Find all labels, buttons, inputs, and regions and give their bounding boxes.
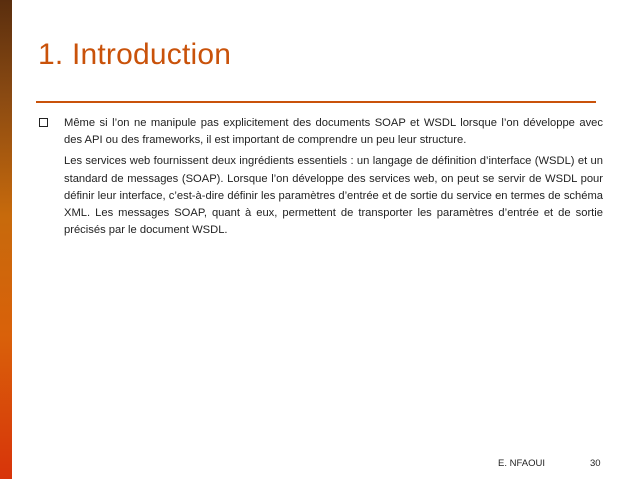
slide-body <box>38 115 603 243</box>
decorative-side-bar <box>0 0 12 479</box>
square-bullet-icon <box>39 118 48 127</box>
page-number: 30 <box>590 458 601 469</box>
slide-title: 1. Introduction <box>38 38 232 71</box>
footer-author: E. NFAOUI <box>498 458 545 469</box>
bullet-item <box>38 115 603 239</box>
paragraph-details: Les services web fournissent deux ingrédients essentiels : un langage de définition d’interface (WSDL) et un standard de messages (SOAP). Lorsque l’on développe des services web, on peut se servir de WSDL pour définir leur interface, c’est-à-dire définir les paramètres d’entrée et de sortie du service en termes de schéma XML. Les messages SOAP, quant à eux, permettent de transporter les paramètres d’entrée et de sortie précisés par le document WSDL. <box>64 155 603 237</box>
paragraph-intro: Même si l’on ne manipule pas explicitement des documents SOAP et WSDL lorsque l’on développe avec des API ou des frameworks, il est important de comprendre un peu leur structure. <box>64 117 603 147</box>
title-divider <box>36 101 596 103</box>
